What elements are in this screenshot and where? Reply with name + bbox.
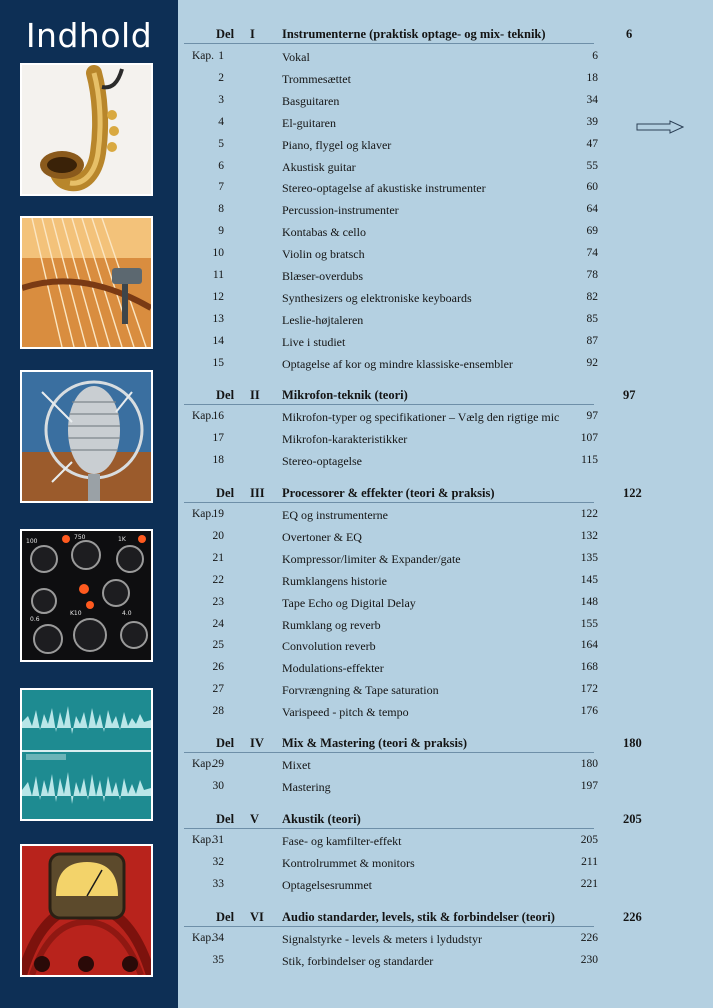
chapter-title[interactable]: Violin og bratsch [282,247,365,262]
part-header [178,910,713,930]
chapter-number: 16 [212,410,224,422]
chapter-row[interactable] [178,705,713,725]
part-number: V [250,812,260,826]
chapter-title[interactable]: EQ og instrumenterne [282,508,388,522]
chapter-page-number: 197 [580,779,598,792]
chapter-number: 32 [212,855,224,868]
chapter-title[interactable]: Vokal [282,50,310,64]
chapter-title[interactable]: Convolution reverb [282,639,376,654]
part-number: II [250,388,260,402]
chapter-number: 4 [218,115,224,128]
chapter-title[interactable]: Stik, forbindelser og standarder [282,953,434,968]
part-title[interactable]: Mikrofon-teknik (teori) [282,388,408,402]
part-del-label: Del [216,736,235,750]
chapter-number: 2 [218,71,224,84]
chapter-title[interactable]: Rumklangens historie [282,573,387,588]
studio-microphone-photo [20,370,153,503]
chapter-title[interactable]: Mastering [282,779,331,794]
chapter-page-number: 230 [580,953,598,966]
chapter-page-number: 180 [580,758,598,770]
part-page-number: 97 [623,388,636,402]
chapter-row[interactable] [178,932,713,952]
part-page-number: 226 [623,910,642,924]
chapter-page-number: 168 [580,661,598,674]
chapter-number: 8 [218,203,224,216]
chapter-page-number: 176 [580,705,598,718]
chapter-number: 29 [212,758,224,770]
chapter-title[interactable]: Basguitaren [282,93,340,108]
chapter-page-number: 172 [580,683,598,696]
chapter-number: 24 [212,617,224,630]
chapter-kap-label: Kap. [192,758,215,770]
chapter-page-number: 47 [586,137,598,150]
chapter-row[interactable] [178,203,713,223]
part-del-label: Del [216,27,235,41]
chapter-page-number: 145 [580,573,598,586]
svg-text:750: 750 [74,534,86,541]
part-header [178,812,713,832]
chapter-page-number: 85 [586,312,598,325]
chapter-number: 6 [218,159,224,172]
chapter-row[interactable] [178,225,713,245]
chapter-row[interactable] [178,878,713,898]
chapter-number: 7 [218,181,224,194]
processor-knobs-photo [20,529,153,662]
chapter-title[interactable]: Kontabas & cello [282,225,366,240]
chapter-row[interactable] [178,138,713,158]
svg-text:K10: K10 [70,610,82,617]
chapter-title[interactable]: Signalstyrke - levels & meters i lydudstyr [282,932,482,946]
chapter-title[interactable]: Live i studiet [282,334,346,349]
chapter-number: 21 [212,551,224,564]
svg-text:1K: 1K [118,536,126,543]
chapter-row[interactable] [178,181,713,201]
part-page-number: 6 [626,27,633,41]
chapter-row[interactable] [178,247,713,267]
chapter-number: 15 [212,356,224,369]
chapter-row[interactable] [178,313,713,333]
part-title[interactable]: Akustik (teori) [282,812,361,826]
chapter-page-number: 74 [586,247,598,260]
chapter-row[interactable] [178,454,713,474]
chapter-kap-label: Kap. [192,932,215,944]
chapter-row[interactable] [178,856,713,876]
chapter-title[interactable]: Trommesættet [282,71,351,86]
chapter-row[interactable] [178,50,713,70]
chapter-page-number: 211 [581,855,598,868]
table-of-contents [178,0,713,1008]
part-page-number: 180 [623,736,642,750]
chapter-number: 30 [212,779,224,792]
chapter-page-number: 87 [586,334,598,347]
part-divider [184,828,594,829]
chapter-page-number: 97 [586,410,598,422]
chapter-title[interactable]: Mikrofon-typer og specifikationer – Vælg den rigtige mic [282,410,560,424]
chapter-title[interactable]: Akustisk guitar [282,159,356,174]
part-header [178,27,713,47]
chapter-title[interactable]: Rumklang og reverb [282,617,381,632]
sidebar-title: Indhold [25,16,153,55]
chapter-row[interactable] [178,661,713,681]
saxophone-photo [20,63,153,196]
part-divider [184,502,594,503]
chapter-page-number: 92 [586,356,598,369]
chapter-title[interactable]: Piano, flygel og klaver [282,137,392,152]
chapter-title[interactable]: Blæser-overdubs [282,269,364,283]
chapter-row[interactable] [178,94,713,114]
part-divider [184,926,594,927]
chapter-row[interactable] [178,834,713,854]
chapter-number: 25 [212,639,224,652]
chapter-number: 14 [212,334,224,347]
chapter-title[interactable]: Stereo-optagelse [282,453,362,468]
chapter-row[interactable] [178,508,713,528]
part-del-label: Del [216,910,235,924]
chapter-number: 34 [212,932,224,944]
chapter-title[interactable]: Leslie-højtaleren [282,312,364,327]
part-header [178,486,713,506]
part-title[interactable]: Audio standarder, levels, stik & forbindelser (teori) [282,910,555,924]
chapter-page-number: 205 [580,834,598,846]
chapter-page-number: 221 [580,877,598,890]
part-del-label: Del [216,388,235,402]
chapter-row[interactable] [178,357,713,377]
chapter-number: 10 [212,247,224,260]
chapter-page-number: 164 [580,639,598,652]
chapter-title[interactable]: Percussion-instrumenter [282,203,399,218]
part-number: III [250,486,265,500]
chapter-number: 9 [218,225,224,238]
chapter-number: 11 [212,269,224,281]
part-divider [184,404,594,405]
chapter-row[interactable] [178,72,713,92]
chapter-number: 23 [212,595,224,608]
vu-meter-photo [20,844,153,977]
chapter-page-number: 226 [580,932,598,944]
chapter-number: 33 [212,877,224,890]
chapter-page-number: 107 [580,431,598,444]
chapter-page-number: 78 [586,269,598,281]
chapter-number: 35 [212,953,224,966]
chapter-title[interactable]: Optagelse af kor og mindre klassiske-ensembler [282,356,513,371]
chapter-title[interactable]: Forvrængning & Tape saturation [282,683,439,698]
chapter-row[interactable] [178,639,713,659]
chapter-number: 13 [212,312,224,325]
piano-strings-photo [20,216,153,349]
chapter-row[interactable] [178,432,713,452]
chapter-row[interactable] [178,574,713,594]
chapter-title[interactable]: Kompressor/limiter & Expander/gate [282,551,461,566]
chapter-page-number: 64 [586,203,598,216]
chapter-number: 3 [218,93,224,106]
chapter-number: 26 [212,661,224,674]
chapter-title[interactable]: El-guitaren [282,115,336,130]
chapter-title[interactable]: Synthesizers og elektroniske keyboards [282,290,472,305]
svg-text:0.6: 0.6 [30,616,40,623]
chapter-page-number: 34 [586,93,598,106]
chapter-row[interactable] [178,758,713,778]
chapter-page-number: 135 [580,551,598,564]
chapter-page-number: 6 [592,50,598,62]
audio-waveform-photo [20,688,153,821]
chapter-title[interactable]: Mixet [282,758,311,772]
part-number: VI [250,910,264,924]
chapter-number: 19 [212,508,224,520]
sidebar [0,0,178,1008]
part-divider [184,43,594,44]
chapter-number: 27 [212,683,224,696]
part-header [178,736,713,756]
chapter-number: 5 [218,137,224,150]
chapter-page-number: 155 [580,617,598,630]
chapter-page-number: 69 [586,225,598,238]
chapter-page-number: 55 [586,159,598,172]
part-page-number: 122 [623,486,642,500]
part-title[interactable]: Mix & Mastering (teori & praksis) [282,736,468,750]
chapter-number: 22 [212,573,224,586]
part-title[interactable]: Processorer & effekter (teori & praksis) [282,486,495,500]
chapter-page-number: 122 [580,508,598,520]
svg-text:100: 100 [26,538,38,545]
chapter-number: 18 [212,453,224,466]
svg-text:4.0: 4.0 [122,610,132,617]
part-title[interactable]: Instrumenterne (praktisk optage- og mix- teknik) [282,27,546,41]
chapter-number: 31 [212,834,224,846]
chapter-row[interactable] [178,954,713,974]
right-arrow-icon [636,120,684,134]
chapter-page-number: 60 [586,181,598,194]
chapter-row[interactable] [178,530,713,550]
chapter-title[interactable]: Overtoner & EQ [282,529,362,544]
chapter-kap-label: Kap. [192,508,215,520]
part-number: IV [250,736,264,750]
chapter-row[interactable] [178,160,713,180]
chapter-kap-label: Kap. [192,834,215,846]
chapter-number: 1 [218,50,224,62]
chapter-title[interactable]: Varispeed - pitch & tempo [282,705,409,720]
chapter-row[interactable] [178,618,713,638]
chapter-title[interactable]: Tape Echo og Digital Delay [282,595,416,610]
chapter-page-number: 18 [586,71,598,84]
chapter-page-number: 132 [580,529,598,542]
chapter-row[interactable] [178,596,713,616]
chapter-page-number: 148 [580,595,598,608]
chapter-number: 17 [212,431,224,444]
chapter-row[interactable] [178,683,713,703]
chapter-row[interactable] [178,552,713,572]
chapter-row[interactable] [178,269,713,289]
chapter-number: 28 [212,705,224,718]
chapter-title[interactable]: Modulations-effekter [282,661,384,676]
chapter-title[interactable]: Stereo-optagelse af akustiske instrumenter [282,181,486,196]
chapter-number: 20 [212,529,224,542]
chapter-kap-label: Kap. [192,410,215,422]
chapter-title[interactable]: Fase- og kamfilter-effekt [282,834,402,848]
chapter-title[interactable]: Mikrofon-karakteristikker [282,431,408,446]
part-header [178,388,713,408]
chapter-page-number: 39 [586,115,598,128]
chapter-title[interactable]: Optagelsesrummet [282,877,372,892]
chapter-row[interactable] [178,116,713,136]
part-del-label: Del [216,486,235,500]
chapter-kap-label: Kap. [192,50,215,62]
chapter-title[interactable]: Kontrolrummet & monitors [282,855,415,870]
part-del-label: Del [216,812,235,826]
chapter-page-number: 115 [581,453,598,466]
chapter-row[interactable] [178,780,713,800]
chapter-number: 12 [212,290,224,303]
chapter-row[interactable] [178,335,713,355]
chapter-row[interactable] [178,410,713,430]
part-page-number: 205 [623,812,642,826]
chapter-page-number: 82 [586,290,598,303]
part-divider [184,752,594,753]
part-number: I [250,27,255,41]
chapter-row[interactable] [178,291,713,311]
